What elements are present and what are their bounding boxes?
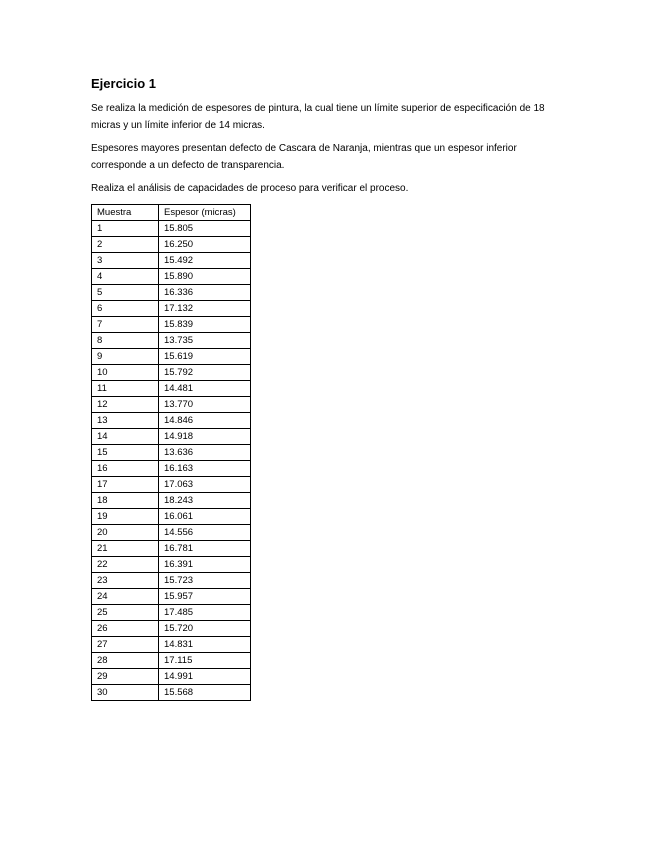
cell-muestra: 6	[92, 301, 159, 317]
table-row	[92, 461, 251, 477]
cell-muestra: 14	[92, 429, 159, 445]
cell-espesor: 15.839	[159, 317, 251, 333]
paragraph-defects: Espesores mayores presentan defecto de Cascara de Naranja, mientras que un espesor inferior corresponde a un defecto de transparencia.	[91, 143, 517, 171]
cell-muestra: 10	[92, 365, 159, 381]
cell-muestra: 9	[92, 349, 159, 365]
cell-muestra: 12	[92, 397, 159, 413]
table-row	[92, 429, 251, 445]
paragraph-specification-limits: Se realiza la medición de espesores de pintura, la cual tiene un límite superior de especificación de 18 micras y un límite inferior de 14 micras.	[91, 103, 545, 131]
cell-espesor: 17.132	[159, 301, 251, 317]
table-row	[92, 285, 251, 301]
cell-espesor: 14.918	[159, 429, 251, 445]
cell-muestra: 25	[92, 605, 159, 621]
table-row	[92, 413, 251, 429]
table-row	[92, 317, 251, 333]
cell-espesor: 14.481	[159, 381, 251, 397]
cell-muestra: 16	[92, 461, 159, 477]
table-row	[92, 637, 251, 653]
cell-espesor: 16.061	[159, 509, 251, 525]
cell-muestra: 17	[92, 477, 159, 493]
cell-espesor: 14.846	[159, 413, 251, 429]
table-row	[92, 557, 251, 573]
table-row	[92, 477, 251, 493]
cell-espesor: 16.250	[159, 237, 251, 253]
table-row	[92, 653, 251, 669]
cell-muestra: 7	[92, 317, 159, 333]
cell-muestra: 21	[92, 541, 159, 557]
header-espesor: Espesor (micras)	[159, 205, 251, 221]
cell-espesor: 14.831	[159, 637, 251, 653]
table-body	[92, 221, 251, 701]
table-row	[92, 509, 251, 525]
cell-muestra: 4	[92, 269, 159, 285]
table-row	[92, 525, 251, 541]
cell-espesor: 15.723	[159, 573, 251, 589]
cell-espesor: 14.991	[159, 669, 251, 685]
cell-espesor: 13.735	[159, 333, 251, 349]
cell-espesor: 14.556	[159, 525, 251, 541]
table-row	[92, 221, 251, 237]
table-header-row	[92, 205, 251, 221]
cell-espesor: 18.243	[159, 493, 251, 509]
table-row	[92, 573, 251, 589]
table-row	[92, 397, 251, 413]
cell-muestra: 29	[92, 669, 159, 685]
cell-muestra: 2	[92, 237, 159, 253]
cell-muestra: 5	[92, 285, 159, 301]
cell-espesor: 16.163	[159, 461, 251, 477]
table-row	[92, 445, 251, 461]
cell-muestra: 26	[92, 621, 159, 637]
table-header	[92, 205, 251, 221]
header-muestra: Muestra	[92, 205, 159, 221]
cell-muestra: 18	[92, 493, 159, 509]
paragraph-instruction: Realiza el análisis de capacidades de proceso para verificar el proceso.	[91, 183, 409, 194]
exercise-title: Ejercicio 1	[91, 76, 157, 91]
cell-espesor: 15.792	[159, 365, 251, 381]
cell-espesor: 15.957	[159, 589, 251, 605]
cell-muestra: 11	[92, 381, 159, 397]
cell-espesor: 16.391	[159, 557, 251, 573]
table-row	[92, 621, 251, 637]
cell-espesor: 15.805	[159, 221, 251, 237]
cell-muestra: 15	[92, 445, 159, 461]
cell-muestra: 28	[92, 653, 159, 669]
cell-espesor: 15.492	[159, 253, 251, 269]
table-row	[92, 669, 251, 685]
table-row	[92, 349, 251, 365]
table-row	[92, 269, 251, 285]
cell-muestra: 1	[92, 221, 159, 237]
table-row	[92, 365, 251, 381]
thickness-table	[91, 204, 251, 701]
table-row	[92, 253, 251, 269]
cell-espesor: 17.485	[159, 605, 251, 621]
table-row	[92, 685, 251, 701]
cell-muestra: 27	[92, 637, 159, 653]
cell-espesor: 16.336	[159, 285, 251, 301]
cell-espesor: 16.781	[159, 541, 251, 557]
table-row	[92, 493, 251, 509]
cell-espesor: 15.890	[159, 269, 251, 285]
cell-muestra: 19	[92, 509, 159, 525]
cell-muestra: 23	[92, 573, 159, 589]
table-row	[92, 541, 251, 557]
cell-espesor: 13.636	[159, 445, 251, 461]
cell-muestra: 22	[92, 557, 159, 573]
cell-espesor: 15.568	[159, 685, 251, 701]
table-row	[92, 237, 251, 253]
table-row	[92, 301, 251, 317]
cell-espesor: 15.720	[159, 621, 251, 637]
cell-espesor: 15.619	[159, 349, 251, 365]
cell-espesor: 17.115	[159, 653, 251, 669]
cell-muestra: 24	[92, 589, 159, 605]
table-row	[92, 605, 251, 621]
cell-muestra: 30	[92, 685, 159, 701]
cell-muestra: 8	[92, 333, 159, 349]
cell-espesor: 17.063	[159, 477, 251, 493]
table-row	[92, 381, 251, 397]
cell-espesor: 13.770	[159, 397, 251, 413]
cell-muestra: 3	[92, 253, 159, 269]
cell-muestra: 20	[92, 525, 159, 541]
table-row	[92, 333, 251, 349]
table-row	[92, 589, 251, 605]
cell-muestra: 13	[92, 413, 159, 429]
